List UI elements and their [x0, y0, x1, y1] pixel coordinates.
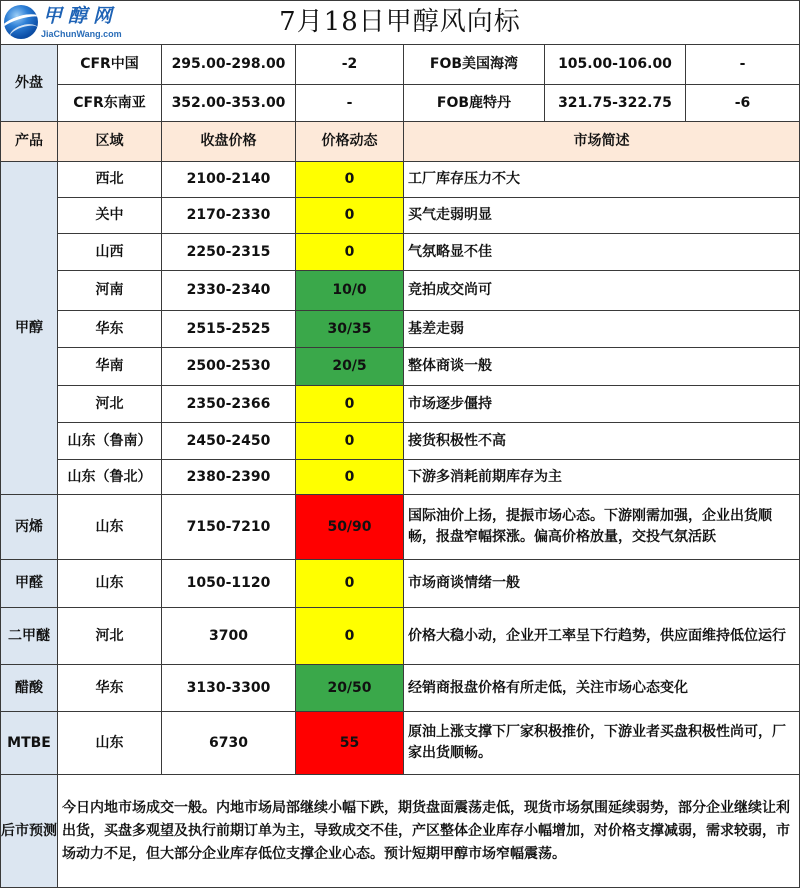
- title-bar: [1, 1, 800, 45]
- market-summary-cell: 基差走弱: [404, 311, 800, 348]
- external-market-change: -6: [686, 85, 800, 122]
- region-cell: 河南: [58, 271, 162, 311]
- market-summary-cell: 气氛略显不佳: [404, 234, 800, 271]
- closing-price-cell: 1050-1120: [162, 560, 296, 608]
- region-cell: 山东: [58, 560, 162, 608]
- region-cell: 山西: [58, 234, 162, 271]
- logo-domain: JiaChunWang.com: [41, 29, 122, 39]
- region-cell: 河北: [58, 608, 162, 665]
- external-market-name: FOB鹿特丹: [404, 85, 545, 122]
- price-change-cell: 0: [296, 608, 404, 665]
- external-market-name: CFR中国: [58, 45, 162, 85]
- price-change-cell: 10/0: [296, 271, 404, 311]
- column-header-summary: 市场简述: [404, 122, 800, 162]
- forecast-label: 后市预测: [1, 775, 58, 888]
- market-summary-cell: 接货积极性不高: [404, 423, 800, 460]
- external-market-price: 352.00-353.00: [162, 85, 296, 122]
- column-header-price: 收盘价格: [162, 122, 296, 162]
- page-title: 7月18日甲醇风向标: [279, 7, 521, 37]
- price-change-cell: 0: [296, 423, 404, 460]
- forecast-text: 今日内地市场成交一般。内地市场局部继续小幅下跌，期货盘面震荡走低，现货市场氛围延续弱势，部分企业继续让利出货，买盘多观望及执行前期订单为主，导致成交不佳，产区整体企业库存小幅增加，对价格支撑减弱，需求较弱，市场动力不足，但大部分企业库存低位支撑企业心态。预计短期甲醇市场窄幅震荡。: [58, 775, 800, 888]
- product-label-dme: 二甲醚: [1, 608, 58, 665]
- region-cell: 山东: [58, 495, 162, 560]
- market-summary-cell: 整体商谈一般: [404, 348, 800, 386]
- market-summary-cell: 下游多消耗前期库存为主: [404, 460, 800, 495]
- external-market-change: -2: [296, 45, 404, 85]
- external-market-price: 105.00-106.00: [545, 45, 686, 85]
- market-summary-cell: 工厂库存压力不大: [404, 162, 800, 198]
- region-cell: 华南: [58, 348, 162, 386]
- external-market-name: FOB美国海湾: [404, 45, 545, 85]
- market-summary-cell: 国际油价上扬，提振市场心态。下游刚需加强，企业出货顺畅，报盘窄幅探涨。偏高价格放量，交投气氛活跃: [404, 495, 800, 560]
- price-change-cell: 0: [296, 162, 404, 198]
- price-change-cell: 55: [296, 712, 404, 775]
- price-change-cell: 0: [296, 386, 404, 423]
- closing-price-cell: 2350-2366: [162, 386, 296, 423]
- region-cell: 华东: [58, 311, 162, 348]
- price-change-cell: 0: [296, 460, 404, 495]
- external-market-label: 外盘: [1, 45, 58, 122]
- market-summary-cell: 原油上涨支撑下厂家积极推价，下游业者买盘积极性尚可，厂家出货顺畅。: [404, 712, 800, 775]
- external-market-price: 295.00-298.00: [162, 45, 296, 85]
- closing-price-cell: 2380-2390: [162, 460, 296, 495]
- region-cell: 关中: [58, 198, 162, 234]
- jiachunwang-logo: [1, 1, 121, 44]
- region-cell: 华东: [58, 665, 162, 712]
- external-market-change: -: [686, 45, 800, 85]
- price-change-cell: 20/50: [296, 665, 404, 712]
- logo-name: 甲醇网: [43, 5, 119, 27]
- region-cell: 河北: [58, 386, 162, 423]
- price-change-cell: 0: [296, 234, 404, 271]
- product-label-mtbe: MTBE: [1, 712, 58, 775]
- column-header-region: 区域: [58, 122, 162, 162]
- column-header-product: 产品: [1, 122, 58, 162]
- market-summary-cell: 买气走弱明显: [404, 198, 800, 234]
- closing-price-cell: 2170-2330: [162, 198, 296, 234]
- product-label-propylene: 丙烯: [1, 495, 58, 560]
- external-market-name: CFR东南亚: [58, 85, 162, 122]
- closing-price-cell: 7150-7210: [162, 495, 296, 560]
- column-header-change: 价格动态: [296, 122, 404, 162]
- closing-price-cell: 2450-2450: [162, 423, 296, 460]
- external-market-price: 321.75-322.75: [545, 85, 686, 122]
- closing-price-cell: 2330-2340: [162, 271, 296, 311]
- price-change-cell: 0: [296, 560, 404, 608]
- market-summary-cell: 价格大稳小动，企业开工率呈下行趋势，供应面维持低位运行: [404, 608, 800, 665]
- closing-price-cell: 3700: [162, 608, 296, 665]
- product-label-formaldehyde: 甲醛: [1, 560, 58, 608]
- closing-price-cell: 2500-2530: [162, 348, 296, 386]
- region-cell: 西北: [58, 162, 162, 198]
- region-cell: 山东（鲁北）: [58, 460, 162, 495]
- region-cell: 山东: [58, 712, 162, 775]
- market-summary-cell: 市场商谈情绪一般: [404, 560, 800, 608]
- product-label-methanol: 甲醇: [1, 162, 58, 495]
- closing-price-cell: 2515-2525: [162, 311, 296, 348]
- price-change-cell: 50/90: [296, 495, 404, 560]
- closing-price-cell: 6730: [162, 712, 296, 775]
- closing-price-cell: 3130-3300: [162, 665, 296, 712]
- closing-price-cell: 2100-2140: [162, 162, 296, 198]
- price-change-cell: 0: [296, 198, 404, 234]
- closing-price-cell: 2250-2315: [162, 234, 296, 271]
- product-label-acetic-acid: 醋酸: [1, 665, 58, 712]
- market-summary-cell: 市场逐步僵持: [404, 386, 800, 423]
- market-summary-cell: 竞拍成交尚可: [404, 271, 800, 311]
- external-market-change: -: [296, 85, 404, 122]
- globe-icon: [4, 5, 38, 39]
- price-change-cell: 20/5: [296, 348, 404, 386]
- price-change-cell: 30/35: [296, 311, 404, 348]
- region-cell: 山东（鲁南）: [58, 423, 162, 460]
- market-summary-cell: 经销商报盘价格有所走低，关注市场心态变化: [404, 665, 800, 712]
